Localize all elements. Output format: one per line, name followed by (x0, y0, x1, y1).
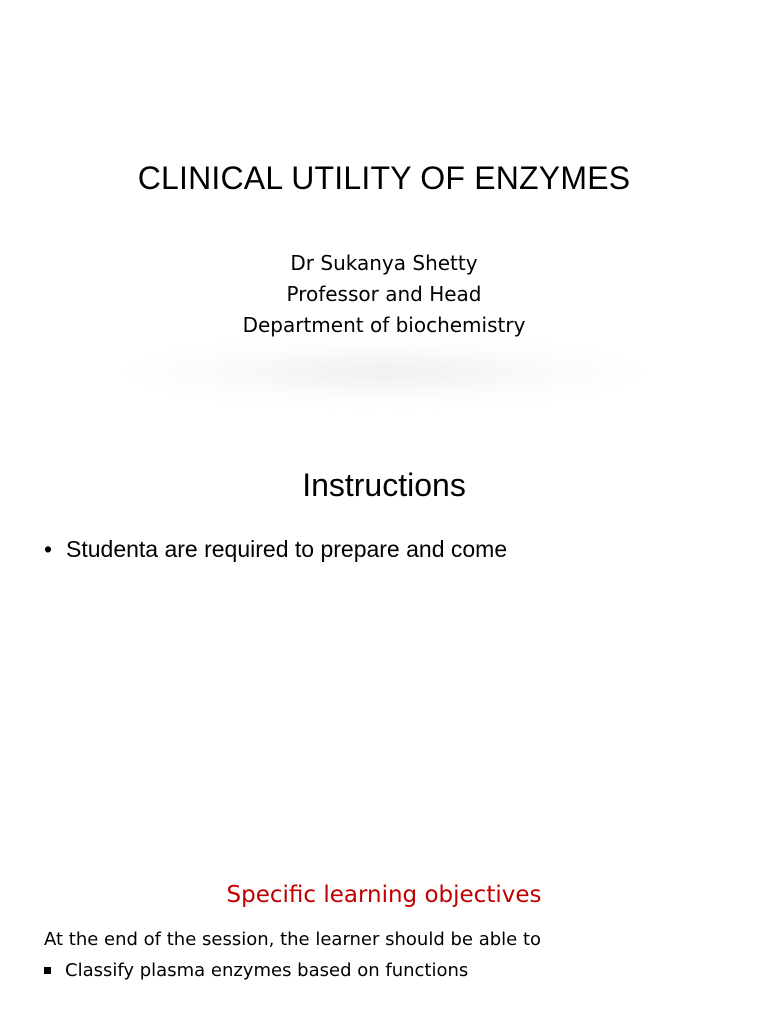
square-bullet-icon (44, 967, 51, 974)
objectives-list (44, 960, 468, 981)
list-item (44, 536, 734, 563)
list-item-text: Classify plasma enzymes based on functions (65, 960, 469, 981)
presenter-name: Dr Sukanya Shetty (290, 251, 478, 275)
bullet-icon: • (44, 536, 53, 562)
objectives-slide (0, 840, 768, 1024)
instructions-title: Instructions (302, 467, 466, 503)
list-item-text: Studenta are required to prepare and come (66, 536, 508, 562)
blurred-region (130, 342, 638, 402)
presentation-title: CLINICAL UTILITY OF ENZYMES (137, 160, 631, 196)
objectives-title: Specific learning objectives (226, 882, 542, 908)
instructions-list (44, 536, 734, 563)
instructions-slide (0, 420, 768, 840)
objectives-intro: At the end of the session, the learner should be able to (44, 929, 542, 950)
presenter-department: Department of biochemistry (242, 313, 526, 337)
title-slide (0, 0, 768, 420)
list-item (44, 960, 468, 981)
presenter-position: Professor and Head (286, 282, 482, 306)
presenter-info (0, 248, 768, 341)
